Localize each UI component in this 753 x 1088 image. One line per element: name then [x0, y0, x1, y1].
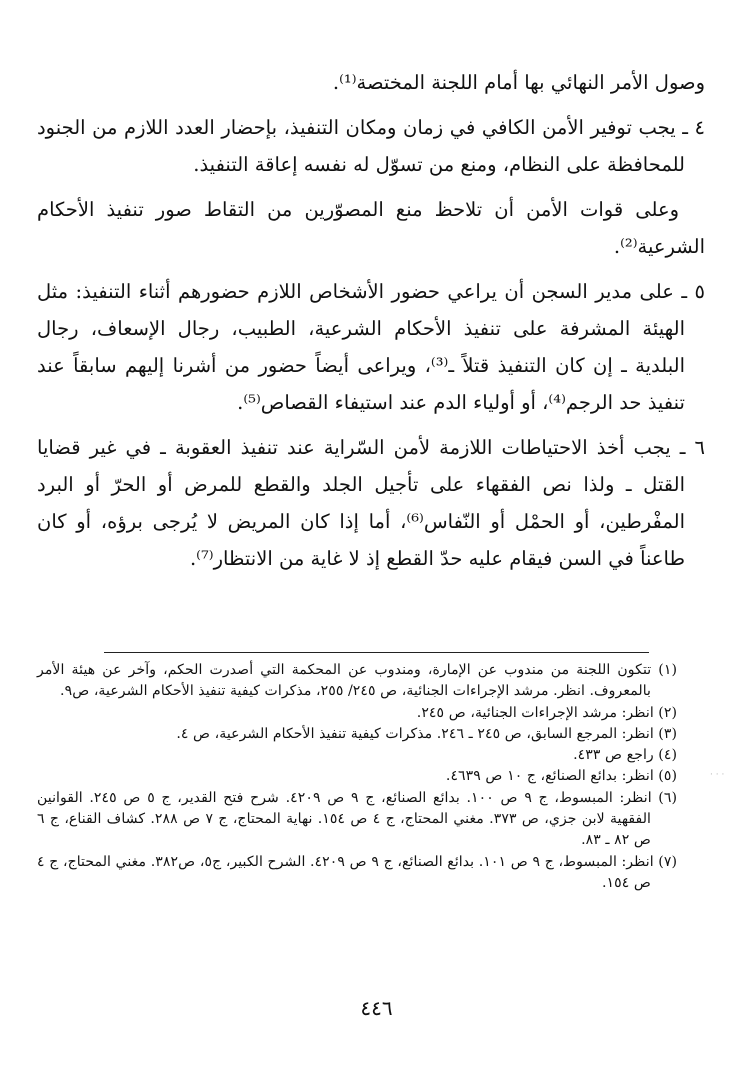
- paragraph-photographers: وعلى قوات الأمن أن تلاحظ منع المصوّرين من التقاط صور تنفيذ الأحكام الشرعية⁽²⁾.: [37, 198, 705, 258]
- item-6-precautions: ٦ ـ يجب أخذ الاحتياطات اللازمة لأمن السّراية عند تنفيذ العقوبة ـ في غير قضايا القتل ـ ولذا نص الفقهاء على تأجيل الجلد والقطع للمرض أو الحرّ أو البرد المفْرطين، أو الحمْل أو النّفاس⁽⁶⁾، أما إذا كان المريض لا يُرجى برؤه، أو كان طاعناً في السن فيقام عليه حدّ القطع إذ لا غاية من الانتظار⁽⁷⁾.: [37, 436, 705, 570]
- footnote-1: (١) تتكون اللجنة من مندوب عن الإمارة، ومندوب عن المحكمة التي أصدرت الحكم، وآخر عن هيئة الأمر بالمعروف. انظر. مرشد الإجراءات الجنائية، ص ٢٤٥/ ٢٥٥، مذكرات كيفية تنفيذ الأحكام الشرعية، ص٩.: [37, 662, 677, 700]
- footnote-5: (٥) انظر: بدائع الصنائع، ج ١٠ ص ٤٦٣٩.: [445, 768, 677, 785]
- footnote-3: (٣) انظر: المرجع السابق، ص ٢٤٥ ـ ٢٤٦. مذكرات كيفية تنفيذ الأحكام الشرعية، ص ٤.: [176, 725, 677, 742]
- main-text: [37, 64, 705, 585]
- page-number: ٤٤٦: [360, 996, 393, 1020]
- footnotes: [37, 660, 677, 894]
- scan-speck: · · ·: [710, 770, 725, 780]
- footnote-7: (٧) انظر: المبسوط، ج ٩ ص ١٠١. بدائع الصنائع، ج ٩ ص ٤٢٠٩. الشرح الكبير، ج٥، ص٣٨٢. مغني المحتاج، ج ٤ ص ١٥٤.: [37, 853, 677, 891]
- item-4-security: ٤ ـ يجب توفير الأمن الكافي في زمان ومكان التنفيذ، بإحضار العدد اللازم من الجنود للمحافظة على النظام، ومنع من تسوّل له نفسه إعاقة التنفيذ.: [37, 116, 705, 176]
- footnote-6: (٦) انظر: المبسوط، ج ٩ ص ١٠٠. بدائع الصنائع، ج ٩ ص ٤٢٠٩. شرح فتح القدير، ج ٥ ص ٢٤٥. القوانين الفقهية لابن جزي، ص ٣٧٣. مغني المحتاج، ج ٤ ص ١٥٤. نهاية المحتاج، ج ٧ ص ٢٨٨. كشاف القناع، ج ٦ ص ٨٢ ـ ٨٣.: [37, 789, 677, 849]
- footnote-4: (٤) راجع ص ٤٣٣.: [573, 747, 677, 764]
- paragraph-continuation: وصول الأمر النهائي بها أمام اللجنة المختصة⁽¹⁾.: [332, 71, 705, 94]
- item-5-attendance: ٥ ـ على مدير السجن أن يراعي حضور الأشخاص اللازم حضورهم أثناء التنفيذ: مثل الهيئة المشرفة على تنفيذ الأحكام الشرعية، الطبيب، رجال الإسعاف، رجال البلدية ـ إن كان التنفيذ قتلاً ـ⁽³⁾، ويراعى أيضاً حضور من أشرنا إليهم سابقاً عند تنفيذ حد الرجم⁽⁴⁾، أو أولياء الدم عند استيفاء القصاص⁽⁵⁾.: [37, 280, 705, 414]
- footnote-2: (٢) انظر: مرشد الإجراءات الجنائية، ص ٢٤٥.: [416, 704, 677, 721]
- footnote-separator: [104, 652, 649, 653]
